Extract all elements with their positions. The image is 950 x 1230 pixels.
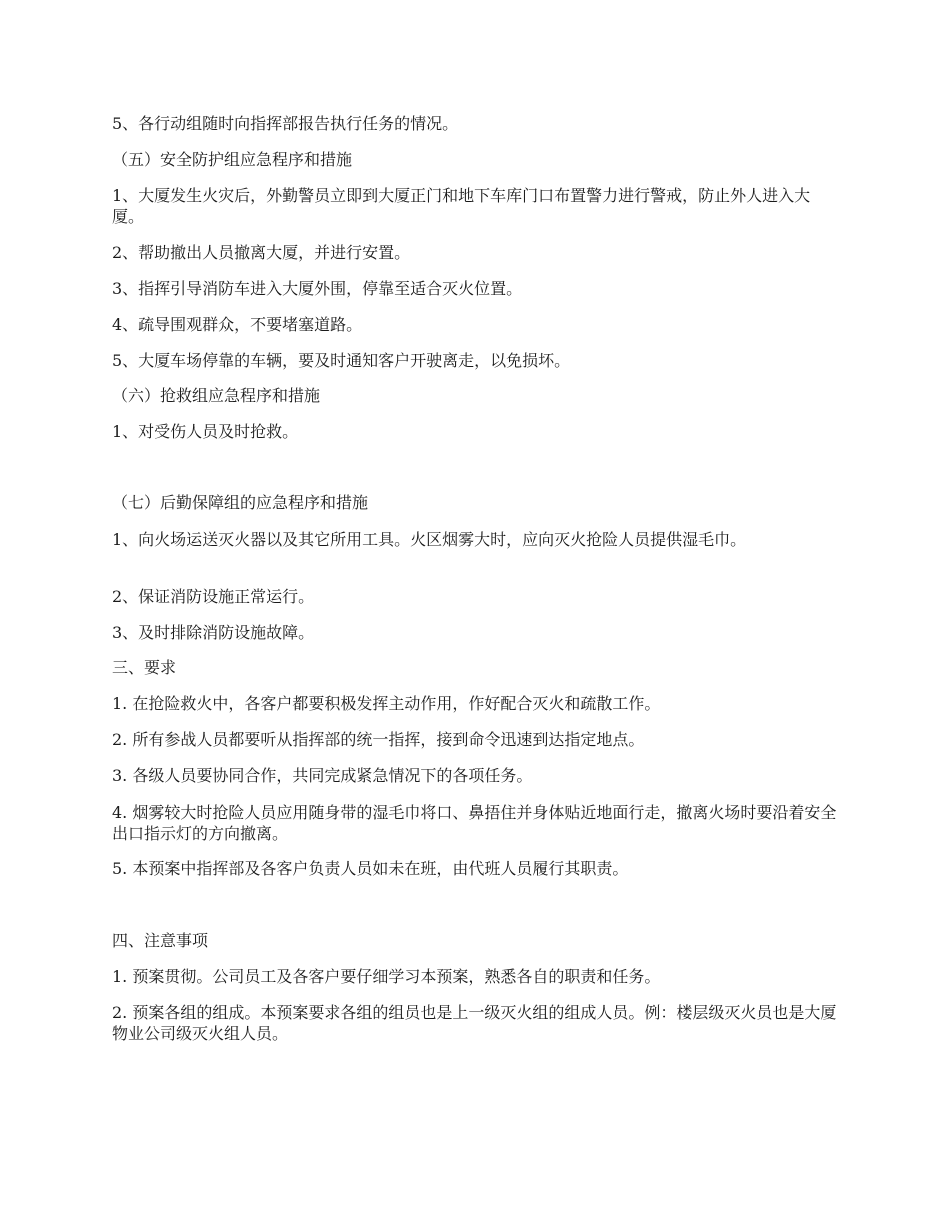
paragraph-item: 1、大厦发生火灾后，外勤警员立即到大厦正门和地下车库门口布置警力进行警戒，防止外人进入大厦。 bbox=[112, 186, 811, 226]
paragraph-item: 5、各行动组随时向指挥部报告执行任务的情况。 bbox=[112, 114, 459, 133]
paragraph-item: 3、及时排除消防设施故障。 bbox=[112, 623, 315, 642]
section-heading: （五）安全防护组应急程序和措施 bbox=[112, 150, 353, 169]
paragraph-item: 2、保证消防设施正常运行。 bbox=[112, 587, 315, 606]
paragraph-item: 1、对受伤人员及时抢救。 bbox=[112, 422, 299, 441]
section-heading: 三、要求 bbox=[112, 658, 177, 677]
section-heading: （七）后勤保障组的应急程序和措施 bbox=[112, 493, 369, 512]
paragraph-item: 1、向火场运送灭火器以及其它所用工具。火区烟雾大时，应向灭火抢险人员提供湿毛巾。 bbox=[112, 530, 747, 549]
paragraph-item: 2、帮助撤出人员撤离大厦，并进行安置。 bbox=[112, 243, 411, 262]
paragraph-item: 3. 各级人员要协同合作，共同完成紧急情况下的各项任务。 bbox=[112, 766, 533, 785]
paragraph-item: 4. 烟雾较大时抢险人员应用随身带的湿毛巾将口、鼻捂住并身体贴近地面行走，撤离火场时要沿着安全出口指示灯的方向撤离。 bbox=[112, 803, 837, 843]
paragraph-item: 4、疏导围观群众，不要堵塞道路。 bbox=[112, 315, 363, 334]
paragraph-item: 3、指挥引导消防车进入大厦外围，停靠至适合灭火位置。 bbox=[112, 279, 523, 298]
section-heading: 四、注意事项 bbox=[112, 931, 209, 950]
paragraph-item: 5、大厦车场停靠的车辆，要及时通知客户开驶离走，以免损坏。 bbox=[112, 351, 571, 370]
paragraph-item: 2. 预案各组的组成。本预案要求各组的组员也是上一级灭火组的组成人员。例：楼层级灭火员也是大厦物业公司级灭火组人员。 bbox=[112, 1003, 837, 1043]
paragraph-item: 1. 在抢险救火中，各客户都要积极发挥主动作用，作好配合灭火和疏散工作。 bbox=[112, 694, 661, 713]
paragraph-item: 5. 本预案中指挥部及各客户负责人员如未在班，由代班人员履行其职责。 bbox=[112, 859, 629, 878]
paragraph-item: 2. 所有参战人员都要听从指挥部的统一指挥，接到命令迅速到达指定地点。 bbox=[112, 730, 645, 749]
paragraph-item: 1. 预案贯彻。公司员工及各客户要仔细学习本预案，熟悉各自的职责和任务。 bbox=[112, 967, 661, 986]
section-heading: （六）抢救组应急程序和措施 bbox=[112, 386, 321, 405]
